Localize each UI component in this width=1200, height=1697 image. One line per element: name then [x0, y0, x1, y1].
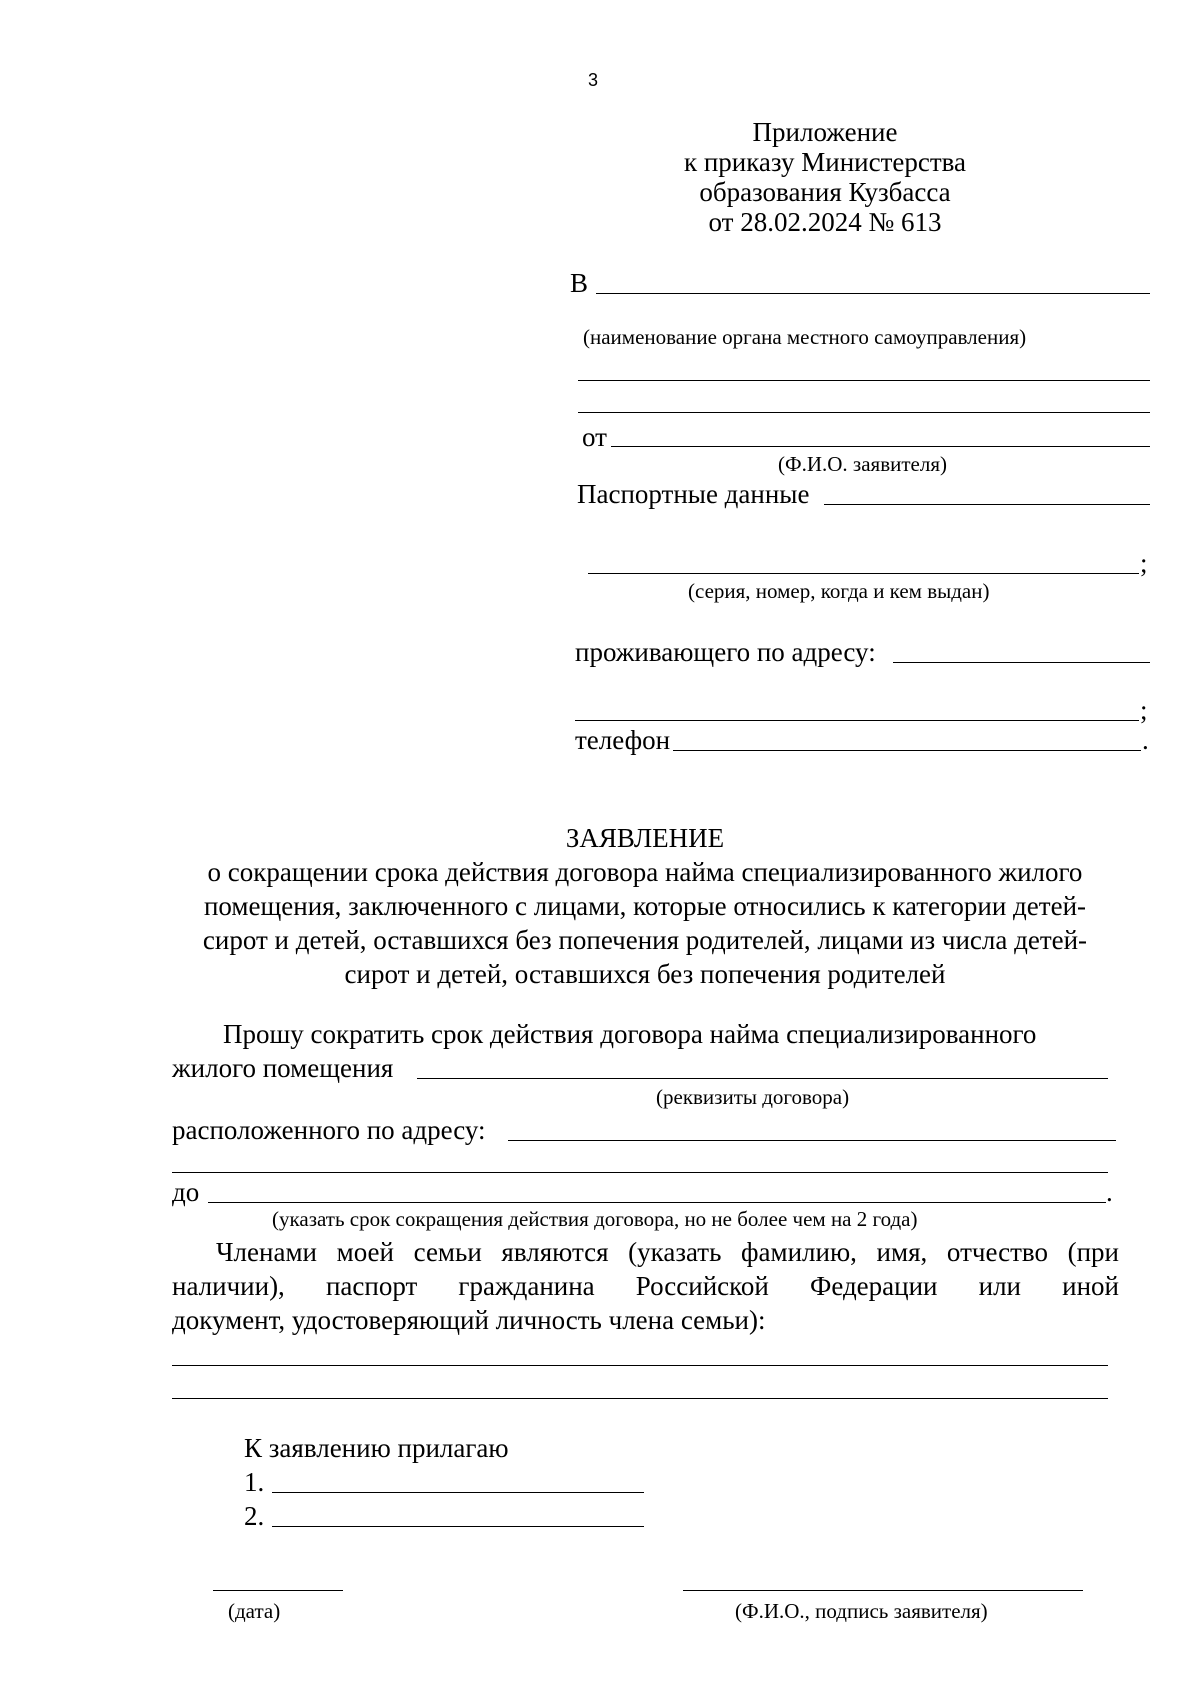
address-field-line-2[interactable]: [575, 720, 1139, 721]
title-line-3: сирот и детей, оставшихся без попечения родителей, лицами из числа детей-: [202, 925, 1088, 955]
fio-caption: (Ф.И.О. заявителя): [778, 452, 947, 476]
passport-field[interactable]: [824, 504, 1150, 505]
from-prefix: от: [582, 422, 607, 452]
located-address-field[interactable]: [508, 1140, 1116, 1141]
authority-field-line-2[interactable]: [578, 380, 1150, 381]
located-address-field-line-2[interactable]: [172, 1172, 1108, 1173]
until-date-field[interactable]: [208, 1202, 1106, 1203]
attachment-item-2-field[interactable]: [272, 1526, 644, 1527]
family-members-field-line-2[interactable]: [172, 1398, 1108, 1399]
passport-label: Паспортные данные: [577, 479, 810, 509]
family-line-1: Членами моей семьи являются (указать фамилию, имя, отчество (при: [216, 1237, 1119, 1267]
signature-caption: (Ф.И.О., подпись заявителя): [735, 1599, 988, 1623]
contract-details-field[interactable]: [417, 1078, 1108, 1079]
applicant-name-field[interactable]: [611, 446, 1150, 447]
phone-label: телефон: [575, 725, 671, 755]
date-caption: (дата): [228, 1599, 281, 1623]
title-heading: ЗАЯВЛЕНИЕ: [565, 823, 725, 853]
appendix-line-4: от 28.02.2024 № 613: [708, 207, 942, 237]
term-caption: (указать срок сокращения действия договора, но не более чем на 2 года): [272, 1207, 918, 1231]
authority-caption: (наименование органа местного самоуправления): [583, 325, 1027, 349]
phone-period: .: [1142, 725, 1149, 755]
authority-field-line-3[interactable]: [578, 412, 1150, 413]
contract-caption: (реквизиты договора): [656, 1085, 850, 1109]
passport-caption: (серия, номер, когда и кем выдан): [688, 579, 990, 603]
signature-field[interactable]: [683, 1590, 1083, 1591]
request-line-1: Прошу сократить срок действия договора найма специализированного: [223, 1019, 1037, 1049]
date-field[interactable]: [213, 1590, 343, 1591]
authority-field[interactable]: [596, 293, 1150, 294]
attachment-item-1-number: 1.: [244, 1467, 265, 1497]
attachment-item-1-field[interactable]: [272, 1492, 644, 1493]
passport-field-line-2[interactable]: [588, 573, 1139, 574]
phone-field[interactable]: [673, 750, 1141, 751]
address-label: проживающего по адресу:: [575, 637, 876, 667]
address-field[interactable]: [893, 662, 1150, 663]
attachment-item-2-number: 2.: [244, 1501, 265, 1531]
until-prefix: до: [172, 1177, 200, 1207]
title-line-1: о сокращении срока действия договора найма специализированного жилого: [207, 857, 1083, 887]
address-semicolon: ;: [1140, 695, 1148, 725]
to-prefix: В: [570, 268, 589, 298]
appendix-line-2: к приказу Министерства: [683, 147, 967, 177]
passport-semicolon: ;: [1140, 548, 1148, 578]
family-line-2: наличии), паспорт гражданина Российской Федерации или иной: [172, 1271, 1119, 1301]
until-period: .: [1106, 1177, 1113, 1207]
located-label: расположенного по адресу:: [172, 1115, 486, 1145]
title-line-2: помещения, заключенного с лицами, которые относились к категории детей-: [203, 891, 1087, 921]
appendix-line-3: образования Кузбасса: [699, 177, 951, 207]
request-line-2: жилого помещения: [172, 1053, 394, 1083]
attachments-label: К заявлению прилагаю: [244, 1433, 509, 1463]
title-line-4: сирот и детей, оставшихся без попечения родителей: [344, 959, 946, 989]
appendix-line-1: Приложение: [752, 117, 898, 147]
family-line-3: документ, удостоверяющий личность члена семьи):: [172, 1305, 766, 1335]
family-members-field-line-1[interactable]: [172, 1365, 1108, 1366]
page-number: 3: [588, 70, 599, 90]
